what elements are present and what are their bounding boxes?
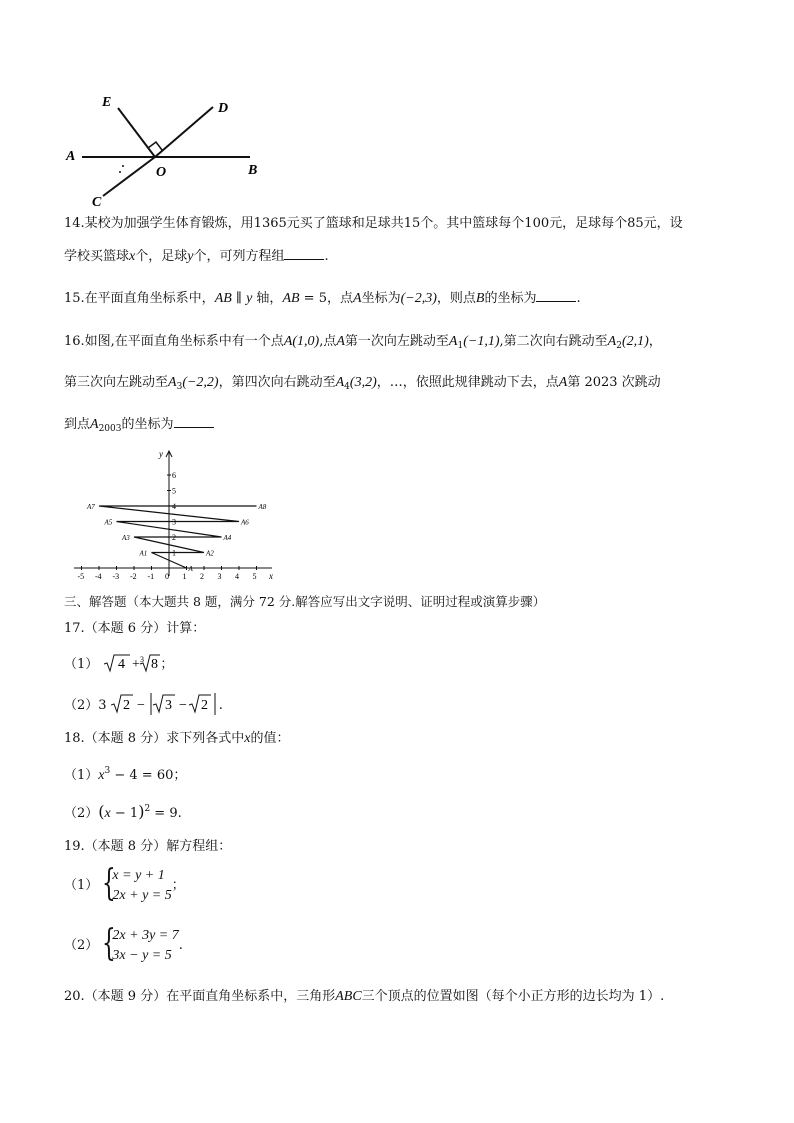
ray-oe xyxy=(118,108,155,157)
svg-text:3: 3 xyxy=(140,655,145,664)
x-tick-label: 3 xyxy=(217,572,222,581)
x-tick-label: 1 xyxy=(182,572,187,581)
point-label: A4 xyxy=(223,534,232,542)
right-angle-mark xyxy=(148,142,162,150)
svg-text:−: − xyxy=(178,698,187,713)
x-tick-label: 0 xyxy=(165,572,169,581)
y-tick-label: 4 xyxy=(172,502,176,511)
answer-blank[interactable] xyxy=(284,247,324,260)
q18-head: 18.（本题 8 分）求下列各式中x的值： xyxy=(64,731,290,746)
jump-coordinate-figure xyxy=(72,448,282,584)
q14-line1: 14.某校为加强学生体育锻炼，用1365元买了篮球和足球共15个。其中篮球每个100元，足球每个85元，设 xyxy=(64,216,683,231)
svg-text:2: 2 xyxy=(122,698,130,713)
answer-blank[interactable] xyxy=(536,289,576,302)
point-label: A5 xyxy=(104,518,113,527)
answer-blank[interactable] xyxy=(174,415,214,428)
equation-system-1: { x = y + 1 2x + y = 5 xyxy=(102,863,172,904)
q18-part1: $(1)x^3 - 4 = 60$； xyxy=(64,766,187,783)
q18-part2: $(2)(x - 1)^2 = 9$. xyxy=(64,802,182,821)
point-label: A3 xyxy=(122,534,130,542)
q16-line2: 第三次向左跳动至$A_3(-2,2)$，第四次向右跳动至$A_4(3,2)$，…，依照此规律跳动下去，点A第 2023 次跳动 xyxy=(64,375,661,392)
svg-text:+: + xyxy=(132,657,141,672)
equation-system-2: { 2x + 3y = 7 3x − y = 5 xyxy=(102,923,179,964)
ray-od xyxy=(155,107,213,157)
label-d: D xyxy=(218,101,229,116)
svg-text:4: 4 xyxy=(118,657,126,672)
svg-text:−: − xyxy=(136,698,145,713)
q17-head: 17.（本题 6 分）计算： xyxy=(64,621,206,636)
q14-line2: 学校买篮球x个，足球y个，可列方程组 . xyxy=(64,249,329,264)
q16-line3: 到点$A_{2003}$的坐标为 xyxy=(64,415,214,438)
point-label: A8 xyxy=(258,503,267,511)
label-a: A xyxy=(66,149,76,164)
label-c: C xyxy=(92,195,102,210)
x-tick-label: -2 xyxy=(130,572,137,581)
x-tick-label: -3 xyxy=(112,572,120,581)
y-tick-label: 6 xyxy=(172,471,176,480)
ray-oc xyxy=(103,157,155,196)
angle-figure xyxy=(60,90,280,210)
q15-line: 15.在平面直角坐标系中，AB ∥ y 轴，AB = 5，点A坐标为(−2,3)，则点B的坐标为 . xyxy=(64,291,581,306)
point-label: A7 xyxy=(87,503,95,511)
label-b: B xyxy=(248,163,258,178)
point-label: A6 xyxy=(241,518,249,527)
svg-text:3: 3 xyxy=(164,698,172,713)
q17-part1: （1） 4 + 3 8 ； xyxy=(64,652,173,674)
y-tick-label: 3 xyxy=(172,517,176,527)
svg-text:2: 2 xyxy=(200,698,208,713)
svg-text:8: 8 xyxy=(151,657,159,672)
section-3-title: 三、解答题（本大题共 8 题，满分 72 分.解答应写出文字说明、证明过程或演算步骤） xyxy=(64,594,546,609)
x-tick-label: -1 xyxy=(147,572,155,581)
label-o: O xyxy=(156,165,167,180)
x-tick-label: -4 xyxy=(95,572,102,581)
x-tick-label: 5 xyxy=(252,572,257,581)
point-label: A1 xyxy=(139,549,148,558)
y-tick-label: 5 xyxy=(172,486,176,496)
x-tick-label: 2 xyxy=(200,572,204,581)
x-tick-label: -5 xyxy=(77,572,85,581)
x-tick-label: 4 xyxy=(235,572,239,581)
x-axis-label: x xyxy=(269,571,273,581)
label-e: E xyxy=(102,95,112,110)
y-tick-label: 1 xyxy=(172,548,176,558)
q20-line: 20.（本题 9 分）在平面直角坐标系中，三角形ABC三个顶点的位置如图（每个小正方形的边长均为 1）. xyxy=(64,989,665,1004)
y-tick-label: 2 xyxy=(172,533,176,542)
q19-part1: （1） { x = y + 1 2x + y = 5 ； xyxy=(64,863,185,904)
point-label: A xyxy=(188,565,193,573)
q17-part2: （2）3 2 − 3 − 2 . xyxy=(64,692,223,716)
y-axis-label: y xyxy=(159,449,163,459)
q16-line1: 16.如图,在平面直角坐标系中有一个点A(1,0),点A第一次向左跳动至$A_1(-1,1)$,第二次向右跳动至$A_2(2,1)$， xyxy=(64,334,662,351)
expr-sqrt2-minus-abs xyxy=(111,692,219,716)
expr-sqrt4-plus-cbrt8 xyxy=(102,652,160,674)
q19-head: 19.（本题 8 分）解方程组： xyxy=(64,839,232,854)
q19-part2: （2） { 2x + 3y = 7 3x − y = 5 . xyxy=(64,923,183,964)
point-label: A2 xyxy=(206,549,214,558)
